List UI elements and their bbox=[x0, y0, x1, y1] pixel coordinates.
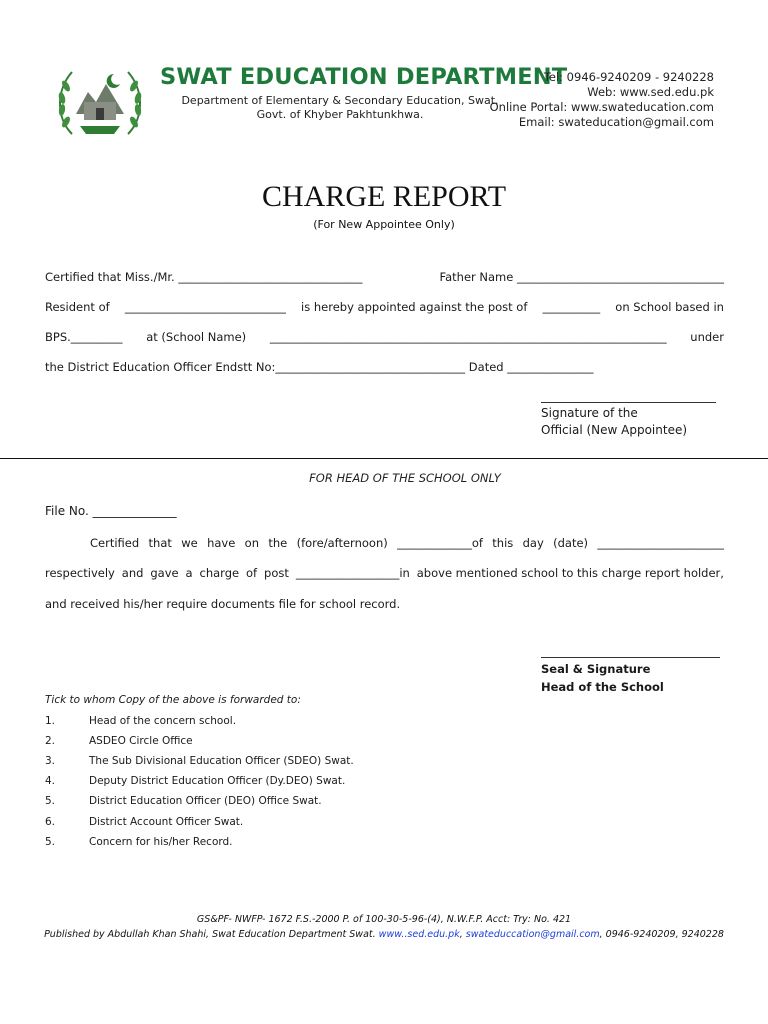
footer-publisher: Published by Abdullah Khan Shahi, Swat Education Department Swat. bbox=[44, 929, 376, 940]
word: and bbox=[121, 566, 144, 580]
father-name-field: Father Name ____________________________________ bbox=[439, 270, 724, 284]
list-item-number: 2. bbox=[45, 735, 56, 747]
list-item-number: 6. bbox=[45, 816, 56, 828]
footer-website-link[interactable]: www..sed.edu.pk bbox=[378, 929, 460, 940]
seal-signature-label: Seal & Signature bbox=[541, 662, 651, 676]
list-item-number: 3. bbox=[45, 755, 56, 767]
word: this bbox=[492, 536, 514, 550]
word: the bbox=[268, 536, 288, 550]
date-blank: ______________________ bbox=[597, 536, 724, 550]
head-signature-line bbox=[541, 657, 720, 658]
contact-portal: Online Portal: www.swateducation.com bbox=[489, 100, 714, 114]
copy-forward-heading: Tick to whom Copy of the above is forwarded to: bbox=[45, 694, 301, 706]
list-item-number: 5. bbox=[45, 795, 56, 807]
post-label: is hereby appointed against the post of bbox=[301, 300, 528, 314]
word: have bbox=[207, 536, 236, 550]
page-title: CHARGE REPORT bbox=[261, 180, 507, 213]
list-item: Head of the concern school. bbox=[89, 715, 237, 727]
footer-email-link[interactable]: swateduccation@gmail.com bbox=[465, 929, 600, 940]
appointee-signature-label-2: Official (New Appointee) bbox=[541, 423, 688, 437]
under-label: under bbox=[690, 330, 724, 344]
government-subtitle: Govt. of Khyber Pakhtunkhwa. bbox=[256, 108, 424, 121]
list-item: ASDEO Circle Office bbox=[89, 735, 193, 747]
list-item-number: 1. bbox=[45, 715, 56, 727]
list-item: The Sub Divisional Education Officer (SDEO) Swat. bbox=[89, 755, 354, 767]
school-name-label: at (School Name) bbox=[146, 330, 247, 344]
footer-account-line: GS&PF- NWFP- 1672 F.S.-2000 P. of 100-30-5-96-(4), N.W.F.P. Acct: Try: No. 421 bbox=[196, 914, 572, 925]
footer-separator: , bbox=[459, 929, 463, 940]
resident-line bbox=[45, 300, 724, 314]
charge-post-line bbox=[45, 566, 724, 580]
page-subtitle: (For New Appointee Only) bbox=[313, 218, 455, 231]
word: charge bbox=[199, 566, 240, 580]
list-item: District Education Officer (DEO) Office Swat. bbox=[89, 795, 322, 807]
contact-email: Email: swateducation@gmail.com bbox=[518, 115, 714, 129]
list-item: Concern for his/her Record. bbox=[89, 836, 233, 848]
word: we bbox=[181, 536, 198, 550]
school-name-blank: _____________________________________________________________________ bbox=[269, 330, 667, 344]
word: Certified bbox=[90, 536, 140, 550]
appointee-signature-label-1: Signature of the bbox=[541, 406, 638, 420]
bps-field: BPS._________ bbox=[45, 330, 123, 344]
list-item: District Account Officer Swat. bbox=[89, 816, 244, 828]
file-number-field: File No. ______________ bbox=[45, 504, 177, 518]
department-seal-logo bbox=[52, 56, 148, 152]
contact-website: Web: www.sed.edu.pk bbox=[587, 85, 714, 99]
word: that bbox=[148, 536, 172, 550]
head-of-school-label: Head of the School bbox=[541, 680, 664, 694]
documents-line: and received his/her require documents file for school record. bbox=[45, 597, 401, 611]
contact-phone: Tel: 0946-9240209 - 9240228 bbox=[543, 70, 714, 84]
list-item-number: 4. bbox=[45, 775, 56, 787]
appointee-signature-line bbox=[541, 402, 716, 403]
charge-holder-text: above mentioned school to this charge report holder, bbox=[416, 566, 724, 580]
bps-line bbox=[45, 330, 724, 344]
word: day bbox=[522, 536, 544, 550]
list-item: Deputy District Education Officer (Dy.DEO) Swat. bbox=[89, 775, 346, 787]
charge-certify-line bbox=[90, 536, 724, 550]
post-blank: __________________in bbox=[295, 566, 410, 580]
word: on bbox=[244, 536, 259, 550]
appointee-name-line bbox=[45, 270, 724, 284]
appointee-name-field: Certified that Miss./Mr. ________________________________ bbox=[45, 270, 363, 284]
fore-afternoon-blank: _____________of bbox=[397, 536, 483, 550]
department-title: SWAT EDUCATION DEPARTMENT bbox=[160, 64, 568, 90]
resident-blank: ____________________________ bbox=[124, 300, 286, 314]
footer-phones: , 0946-9240209, 9240228 bbox=[599, 929, 724, 940]
department-subtitle: Department of Elementary & Secondary Education, Swat. bbox=[181, 94, 499, 107]
resident-label: Resident of bbox=[45, 300, 110, 314]
date-label: (date) bbox=[553, 536, 589, 550]
school-based-label: on School based in bbox=[615, 300, 724, 314]
section-divider bbox=[0, 458, 768, 459]
word: a bbox=[185, 566, 193, 580]
fore-afternoon-label: (fore/afternoon) bbox=[296, 536, 388, 550]
word: gave bbox=[150, 566, 179, 580]
word: of bbox=[246, 566, 258, 580]
post-blank: __________ bbox=[542, 300, 601, 314]
word: respectively bbox=[45, 566, 115, 580]
word: post bbox=[264, 566, 289, 580]
deo-endorsement-line: the District Education Officer Endstt No:_________________________________ Dated _______________ bbox=[45, 360, 594, 374]
head-section-title: FOR HEAD OF THE SCHOOL ONLY bbox=[309, 471, 501, 485]
list-item-number: 5. bbox=[45, 836, 56, 848]
footer-publisher-line bbox=[0, 929, 768, 940]
